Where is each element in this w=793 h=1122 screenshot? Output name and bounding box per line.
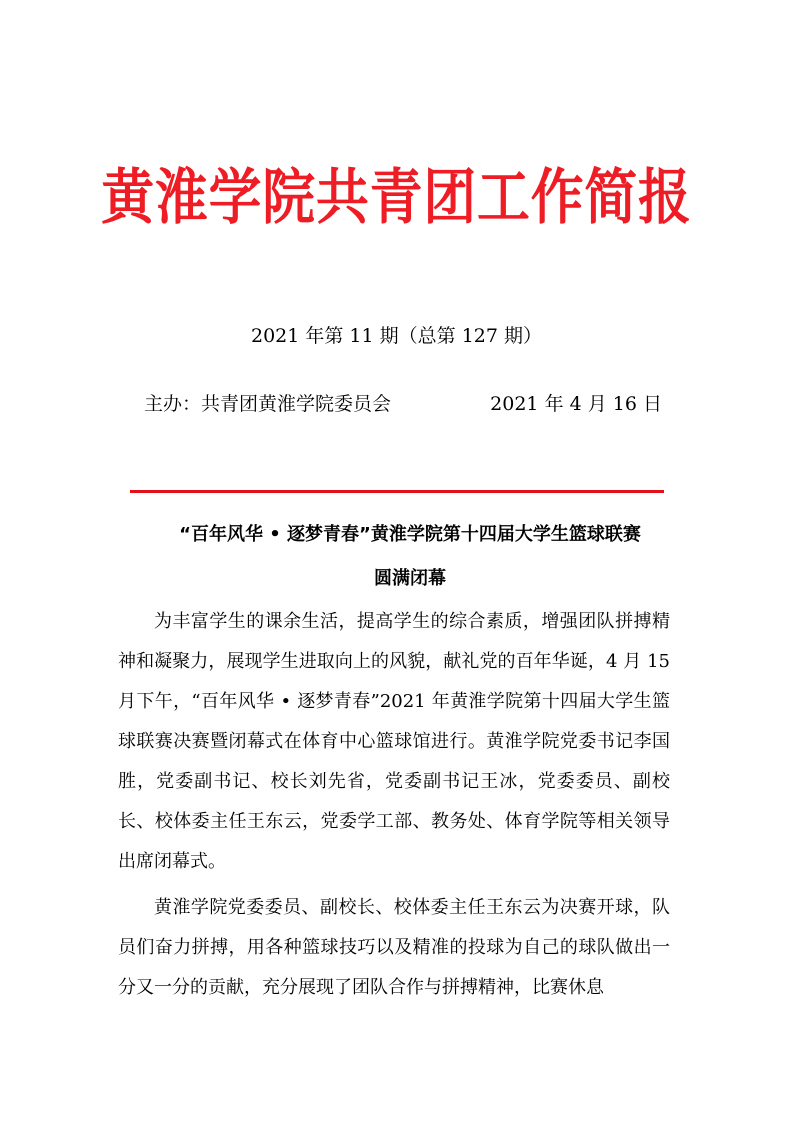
header-divider [130,490,664,493]
article-title-line-1: “百年风华 • 逐梦青春”黄淮学院第十四届大学生篮球联赛 [179,524,641,545]
publish-date: 2021 年 4 月 16 日 [490,393,662,415]
sponsor-label: 主办：共青团黄淮学院委员会 [144,393,392,415]
issue-number: 2021 年第 11 期（总第 127 期） [251,325,542,347]
article-title-line-2: 圆满闭幕 [374,568,446,589]
masthead-title: 黄淮学院共青团工作简报 [101,163,692,233]
article-body [118,602,670,1014]
paragraph-1: 为丰富学生的课余生活，提高学生的综合素质，增强团队拼搏精神和凝聚力，展现学生进取向上的风貌，献礼党的百年华诞，4 月 15 月下午，“百年风华 • 逐梦青春”2021 年黄淮学院第十四届大学生篮球联赛决赛暨闭幕式在体育中心篮球馆进行。黄淮学院党委书记李国胜，党委副书记、校长刘先省，党委副书记王冰，党委委员、副校长、校体委主任王东云，党委学工部、教务处、体育学院等相关领导出席闭幕式。 [118,611,670,872]
paragraph-2: 黄淮学院党委委员、副校长、校体委主任王东云为决赛开球，队员们奋力拼搏，用各种篮球技巧以及精准的投球为自己的球队做出一分又一分的贡献，充分展现了团队合作与拼搏精神，比赛休息 [118,897,670,998]
article-title [120,513,700,601]
